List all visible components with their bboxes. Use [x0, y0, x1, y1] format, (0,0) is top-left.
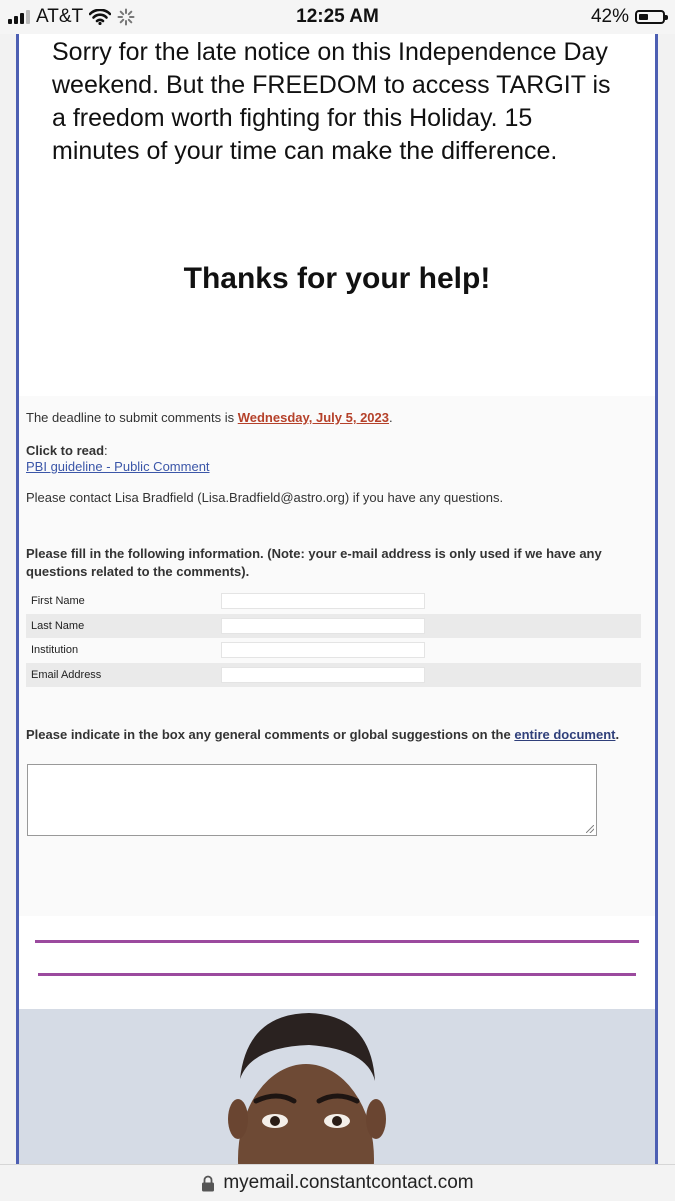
battery-icon [635, 10, 665, 24]
deadline-date: Wednesday, July 5, 2023 [237, 410, 389, 425]
institution-input[interactable] [221, 642, 425, 658]
resize-handle-icon[interactable] [586, 825, 594, 833]
fill-instructions: Please fill in the following information. (Note: your e-mail address is only used if we have any questions related to the comments). [26, 546, 602, 579]
first-name-input[interactable] [221, 593, 425, 609]
institution-label: Institution [31, 644, 79, 657]
info-table [26, 589, 641, 687]
click-to-read-label: Click to read [26, 443, 105, 458]
person-portrait-image [19, 1009, 655, 1164]
battery-percent: 42% [590, 6, 629, 27]
carrier-name: AT&T [36, 6, 84, 27]
form-row-last-name [26, 614, 641, 639]
deadline-prefix: The deadline to submit comments is [26, 410, 238, 425]
email-address-label: Email Address [26, 663, 221, 688]
click-to-read [26, 443, 108, 458]
first-name-label: First Name [31, 595, 85, 608]
url-text: myemail.constantcontact.com [223, 1172, 474, 1193]
email-address-input[interactable] [221, 667, 425, 683]
clock: 12:25 AM [296, 6, 379, 27]
guideline-link-line [26, 459, 210, 474]
guideline-link[interactable]: PBI guideline - Public Comment [26, 459, 210, 474]
deadline-suffix: . [388, 410, 393, 425]
email-frame-border-right [655, 34, 658, 1164]
comment-prompt-prefix: Please indicate in the box any general comments or global suggestions on the [26, 727, 515, 742]
last-name-input[interactable] [221, 618, 425, 634]
comment-form [19, 396, 655, 916]
lock-icon [201, 1175, 215, 1192]
divider-top [35, 940, 639, 943]
deadline-text [26, 410, 393, 425]
profile-photo [19, 1009, 655, 1164]
form-row-email [26, 663, 641, 688]
comment-prompt [26, 727, 626, 743]
form-row-first-name [26, 589, 641, 614]
general-comments-textarea[interactable] [27, 764, 597, 836]
email-content [19, 34, 655, 1164]
status-bar [0, 0, 675, 34]
last-name-label: Last Name [26, 614, 221, 639]
thanks-heading: Thanks for your help! [183, 262, 491, 295]
intro-paragraph: Sorry for the late notice on this Independence Day weekend. But the FREEDOM to access TARGIT is a freedom worth fighting for this Holiday. 15 minutes of your time can make the difference. [52, 38, 611, 165]
url-bar[interactable] [0, 1164, 675, 1201]
entire-document-link[interactable]: entire document [514, 727, 616, 742]
divider-bottom [38, 973, 636, 976]
click-to-read-colon: : [104, 443, 108, 458]
comment-prompt-suffix: . [615, 727, 620, 742]
contact-text: Please contact Lisa Bradfield (Lisa.Bradfield@astro.org) if you have any questions. [26, 490, 504, 505]
form-row-institution [26, 638, 641, 663]
